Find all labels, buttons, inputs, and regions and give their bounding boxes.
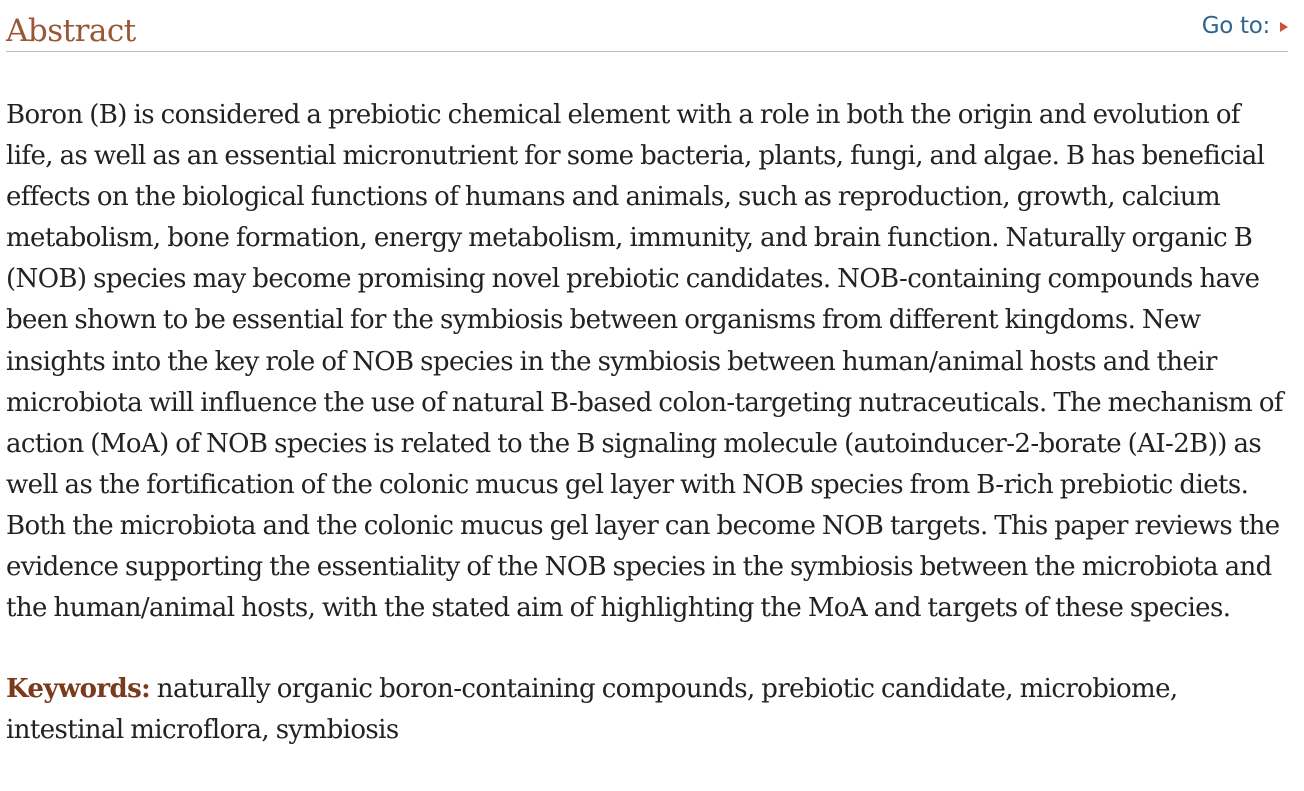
goto-menu[interactable] [1202, 13, 1288, 39]
keywords-line [6, 669, 1288, 751]
keywords-text: naturally organic boron-containing compounds, prebiotic candidate, microbiome, intestinal microflora, symbiosis [6, 674, 1178, 746]
goto-label[interactable]: Go to: [1201, 13, 1270, 39]
triangle-right-icon[interactable] [1280, 22, 1288, 32]
keywords-label: Keywords: [6, 674, 151, 705]
abstract-text: Boron (B) is considered a prebiotic chemical element with a role in both the origin and evolution of life, as well as an essential micronutrient for some bacteria, plants, fungi, and algae. B has beneficial effects on the biological functions of humans and animals, such as reproduction, growth, calcium metabolism, bone formation, energy metabolism, immunity, and brain function. Naturally organic B (NOB) species may become promising novel prebiotic candidates. NOB-containing compounds have been shown to be essential for the symbiosis between organisms from different kingdoms. New insights into the key role of NOB species in the symbiosis between human/animal hosts and their microbiota will influence the use of natural B-based colon-targeting nutraceuticals. The mechanism of action (MoA) of NOB species is related to the B signaling molecule (autoinducer-2-borate (AI-2B)) as well as the fortification of the colonic mucus gel layer with NOB species from B-rich prebiotic diets. Both the microbiota and the colonic mucus gel layer can become NOB targets. This paper reviews the evidence supporting the essentiality of the NOB species in the symbiosis between the microbiota and the human/animal hosts, with the stated aim of highlighting the MoA and targets of these species. [6, 100, 1283, 624]
section-header [6, 0, 1288, 52]
section-title: Abstract [6, 13, 136, 49]
